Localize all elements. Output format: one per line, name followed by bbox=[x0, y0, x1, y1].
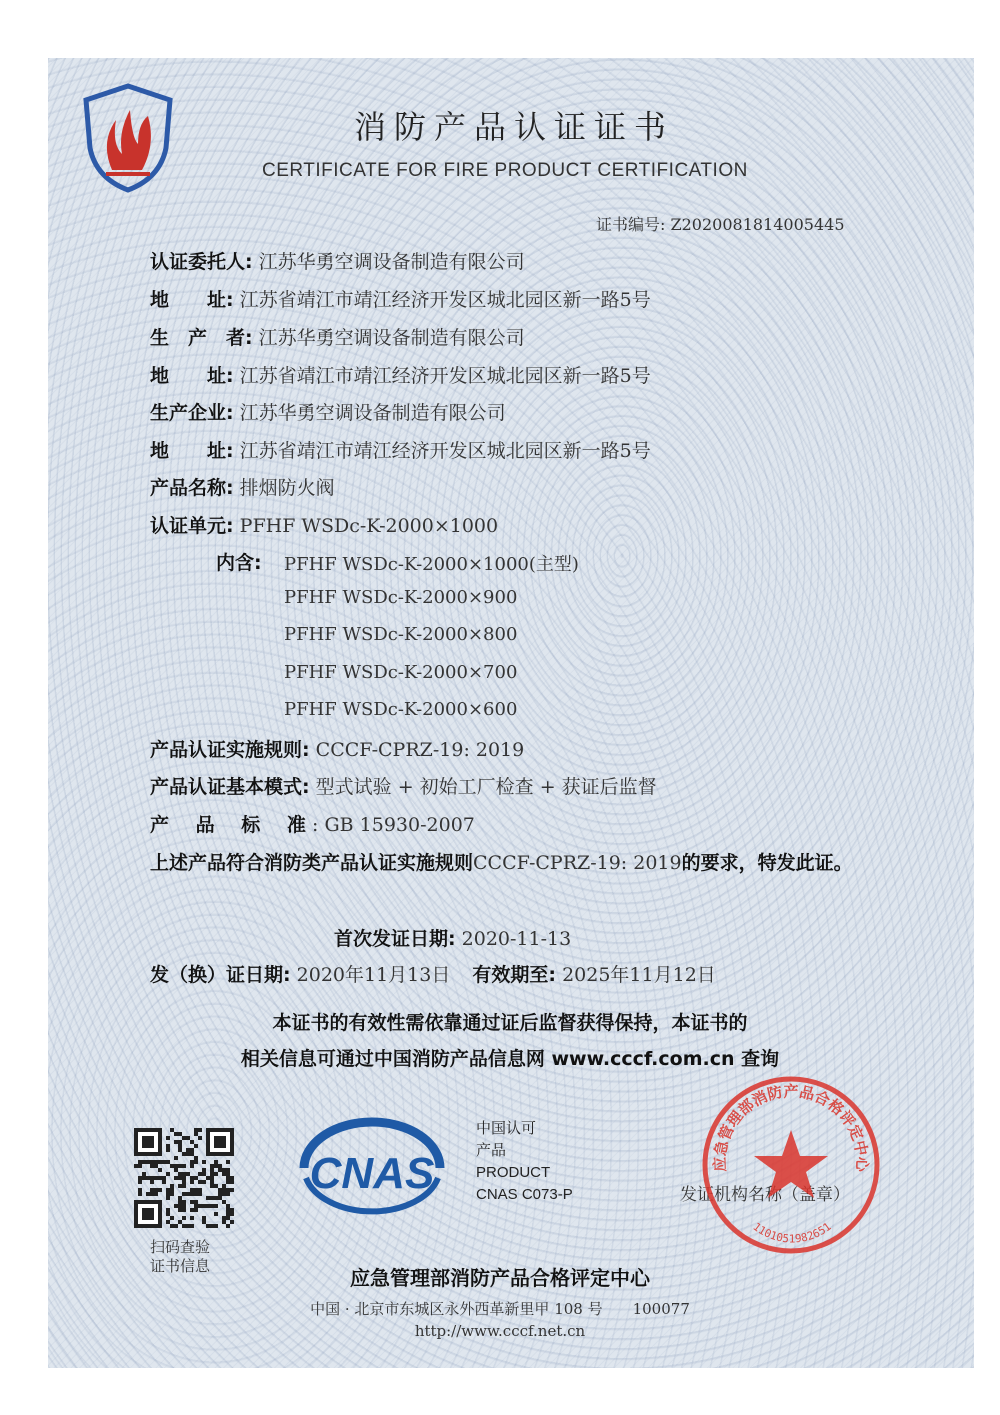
field-label: 地 址: bbox=[150, 289, 234, 311]
cnas-line1: 中国认可 bbox=[476, 1120, 537, 1137]
field-manufacturer-address bbox=[150, 361, 651, 388]
official-seal bbox=[698, 1072, 884, 1258]
cnas-logo-icon bbox=[292, 1116, 452, 1220]
field-value: 江苏华勇空调设备制造有限公司 bbox=[258, 251, 525, 273]
field-label: 产品名称: bbox=[150, 477, 234, 499]
qr-code[interactable] bbox=[134, 1128, 234, 1228]
field-label: 生 产 者: bbox=[150, 327, 253, 349]
cnas-accreditation bbox=[476, 1118, 573, 1206]
field-product-standard bbox=[150, 810, 475, 837]
seal-text: 应急管理部消防产品合格评定中心 bbox=[710, 1082, 872, 1173]
includes-item: PFHF WSDc-K-2000×800 bbox=[284, 624, 518, 645]
field-label: 认证单元: bbox=[150, 515, 234, 537]
field-factory bbox=[150, 398, 506, 425]
field-label: 产 品 标 准 bbox=[150, 814, 316, 836]
field-value: CCCF-CPRZ-19: 2019 bbox=[315, 739, 525, 761]
statement-text: 上述产品符合消防类产品认证实施规则 bbox=[150, 852, 474, 874]
includes-item: PFHF WSDc-K-2000×600 bbox=[284, 699, 518, 720]
field-value: 江苏省靖江市靖江经济开发区城北园区新一路5号 bbox=[239, 365, 651, 387]
field-value: : GB 15930-2007 bbox=[312, 814, 475, 836]
cnas-line3: PRODUCT bbox=[476, 1164, 551, 1181]
validity-notice-line2: 相关信息可通过中国消防产品信息网 www.cccf.com.cn 查询 bbox=[240, 1048, 780, 1070]
organization-url[interactable]: http://www.cccf.net.cn bbox=[414, 1322, 586, 1340]
field-cert-unit bbox=[150, 511, 498, 538]
seal-number: 1101051982651 bbox=[750, 1220, 834, 1246]
qr-caption-line2: 证书信息 bbox=[150, 1257, 211, 1275]
field-cert-mode bbox=[150, 772, 657, 799]
issuer-label: 发证机构名称（盖章） bbox=[680, 1185, 850, 1205]
field-applicant bbox=[150, 247, 525, 274]
cert-no-label: 证书编号: bbox=[596, 215, 666, 234]
certificate-title-en: CERTIFICATE FOR FIRE PRODUCT CERTIFICATION bbox=[262, 160, 748, 181]
issue-date-value: 2020年11月13日 bbox=[296, 964, 451, 986]
cnas-logo-text: CNAS bbox=[309, 1149, 435, 1198]
certificate-number bbox=[596, 212, 845, 235]
field-label: 地 址: bbox=[150, 440, 234, 462]
statement-text-end: 的要求，特发此证。 bbox=[681, 852, 853, 874]
field-value: 江苏省靖江市靖江经济开发区城北园区新一路5号 bbox=[239, 440, 651, 462]
seal-star-icon bbox=[754, 1130, 828, 1198]
field-value: 排烟防火阀 bbox=[239, 477, 335, 499]
cnas-line4: CNAS C073-P bbox=[476, 1186, 573, 1203]
first-issue-value: 2020-11-13 bbox=[461, 928, 572, 950]
includes-item: PFHF WSDc-K-2000×700 bbox=[284, 662, 518, 683]
organization-address: 中国 · 北京市东城区永外西革新里甲 108 号 100077 bbox=[310, 1300, 690, 1318]
conformity-statement bbox=[150, 846, 870, 880]
issuing-organization: 应急管理部消防产品合格评定中心 bbox=[350, 1266, 650, 1290]
issue-date bbox=[150, 960, 716, 987]
statement-code: CCCF-CPRZ-19: 2019 bbox=[473, 852, 682, 874]
field-label: 认证委托人: bbox=[150, 251, 253, 273]
field-label: 产品认证实施规则: bbox=[150, 739, 310, 761]
field-product-name bbox=[150, 473, 335, 500]
first-issue-label: 首次发证日期: bbox=[334, 928, 456, 950]
fire-logo-icon bbox=[82, 82, 174, 194]
issue-date-label: 发（换）证日期: bbox=[150, 964, 291, 986]
field-value: 江苏华勇空调设备制造有限公司 bbox=[239, 402, 506, 424]
includes-item: PFHF WSDc-K-2000×900 bbox=[284, 587, 518, 608]
field-applicant-address bbox=[150, 285, 651, 312]
valid-until-value: 2025年11月12日 bbox=[562, 964, 716, 986]
field-manufacturer bbox=[150, 323, 525, 350]
field-factory-address bbox=[150, 436, 651, 463]
includes-label-text: 内含: bbox=[216, 552, 262, 574]
field-label: 地 址: bbox=[150, 365, 234, 387]
field-label: 生产企业: bbox=[150, 402, 234, 424]
cnas-line2: 产品 bbox=[476, 1142, 507, 1159]
valid-until-label: 有效期至: bbox=[472, 964, 557, 986]
field-value: 江苏省靖江市靖江经济开发区城北园区新一路5号 bbox=[239, 289, 651, 311]
cert-no-value: Z2020081814005445 bbox=[670, 215, 845, 234]
field-implementation-rule bbox=[150, 735, 524, 762]
includes-item: PFHF WSDc-K-2000×1000(主型) bbox=[284, 554, 579, 575]
certificate-title-cn: 消防产品认证证书 bbox=[354, 108, 675, 146]
includes-label bbox=[216, 548, 262, 575]
field-value: 型式试验 + 初始工厂检查 + 获证后监督 bbox=[315, 776, 657, 798]
field-label: 产品认证基本模式: bbox=[150, 776, 310, 798]
field-value: PFHF WSDc-K-2000×1000 bbox=[239, 515, 499, 537]
qr-caption-line1: 扫码查验 bbox=[150, 1238, 211, 1256]
validity-notice-line1: 本证书的有效性需依靠通过证后监督获得保持，本证书的 bbox=[272, 1012, 748, 1034]
field-value: 江苏华勇空调设备制造有限公司 bbox=[258, 327, 525, 349]
first-issue-date bbox=[334, 924, 571, 951]
